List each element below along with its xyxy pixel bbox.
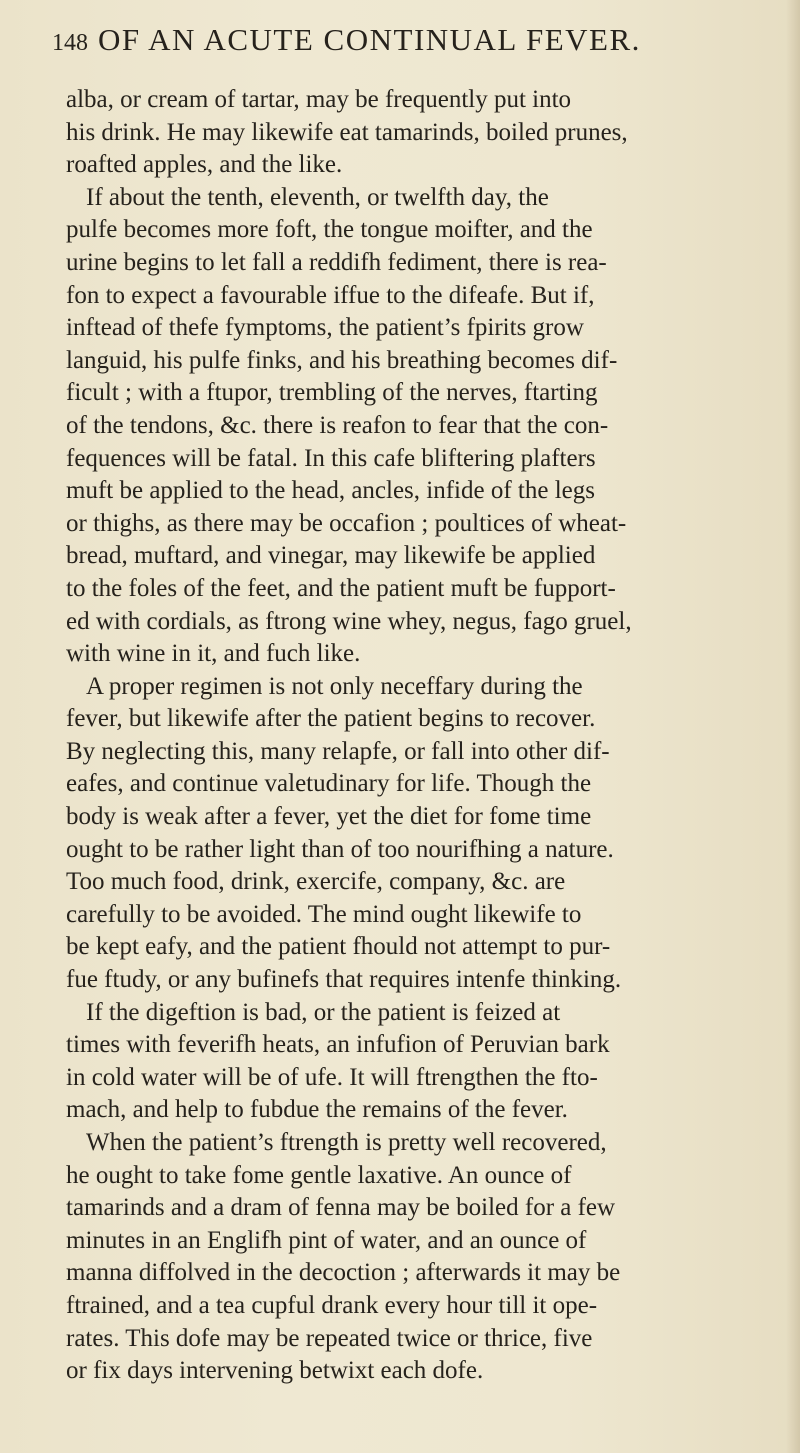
- text-line: carefully to be avoided. The mind ought likewife to: [66, 900, 582, 928]
- text-line: mach, and help to fubdue the remains of the fever.: [66, 1096, 568, 1124]
- text-line: roafted apples, and the like.: [66, 151, 343, 179]
- text-line: fue ftudy, or any bufinefs that requires intenfe thinking.: [66, 966, 622, 994]
- text-line: body is weak after a fever, yet the diet for fome time: [66, 803, 592, 831]
- text-line: If about the tenth, eleventh, or twelfth day, the: [86, 183, 549, 211]
- text-line: urine begins to let fall a reddifh fediment, there is rea-: [66, 248, 607, 276]
- text-line: tamarinds and a dram of fenna may be boiled for a few: [66, 1194, 616, 1222]
- text-line: pulfe becomes more foft, the tongue moifter, and the: [66, 216, 593, 244]
- text-line: with wine in it, and fuch like.: [66, 640, 361, 668]
- text-line: manna diffolved in the decoction ; afterwards it may be: [66, 1259, 621, 1287]
- text-line: If the digeftion is bad, or the patient is feized at: [86, 998, 561, 1026]
- text-line: ficult ; with a ftupor, trembling of the nerves, ftarting: [66, 379, 598, 407]
- text-line: A proper regimen is not only neceffary during the: [86, 672, 583, 700]
- text-line: of the tendons, &c. there is reafon to fear that the con-: [66, 411, 609, 439]
- text-line: fon to expect a favourable iffue to the difeafe. But if,: [66, 281, 595, 309]
- text-line: By neglecting this, many relapfe, or fall into other dif-: [66, 737, 610, 765]
- text-line: rates. This dofe may be repeated twice or thrice, five: [66, 1324, 593, 1352]
- text-line: languid, his pulfe finks, and his breathing becomes dif-: [66, 346, 618, 374]
- text-line: fequences will be fatal. In this cafe bliftering plafters: [66, 444, 596, 472]
- text-line: ftrained, and a tea cupful drank every hour till it ope-: [66, 1291, 598, 1319]
- text-line: minutes in an Englifh pint of water, and an ounce of: [66, 1226, 587, 1254]
- text-line: his drink. He may likewife eat tamarinds, boiled prunes,: [66, 118, 628, 146]
- running-title: OF AN ACUTE CONTINUAL FEVER.: [98, 22, 641, 57]
- text-line: muft be applied to the head, ancles, infide of the legs: [66, 477, 595, 505]
- text-line: eafes, and continue valetudinary for life. Though the: [66, 770, 592, 798]
- text-line: be kept eafy, and the patient fhould not attempt to pur-: [66, 933, 611, 961]
- text-line: inftead of thefe fymptoms, the patient’s fpirits grow: [66, 314, 584, 342]
- text-line: ought to be rather light than of too nourifhing a nature.: [66, 835, 614, 863]
- text-line: ed with cordials, as ftrong wine whey, negus, fago gruel,: [66, 607, 632, 635]
- text-line: fever, but likewife after the patient begins to recover.: [66, 705, 596, 733]
- text-line: times with feverifh heats, an infufion of Peruvian bark: [66, 1031, 610, 1059]
- text-line: or fix days intervening betwixt each dofe.: [66, 1357, 484, 1385]
- page-edge-shadow: [786, 0, 800, 1453]
- text-line: to the foles of the feet, and the patient muft be fupport-: [66, 574, 616, 602]
- text-line: When the patient’s ftrength is pretty well recovered,: [86, 1129, 607, 1156]
- page-header: [52, 22, 772, 62]
- text-line: bread, muftard, and vinegar, may likewife be applied: [66, 542, 596, 570]
- body-text: [66, 84, 786, 1388]
- text-line: Too much food, drink, exercife, company, &c. are: [66, 868, 566, 896]
- text-line: or thighs, as there may be occafion ; poultices of wheat-: [66, 509, 627, 537]
- text-line: in cold water will be of ufe. It will ftrengthen the fto-: [66, 1063, 598, 1091]
- page-number: 148: [52, 30, 88, 56]
- text-line: alba, or cream of tartar, may be frequently put into: [66, 86, 572, 113]
- text-line: he ought to take fome gentle laxative. An ounce of: [66, 1161, 572, 1189]
